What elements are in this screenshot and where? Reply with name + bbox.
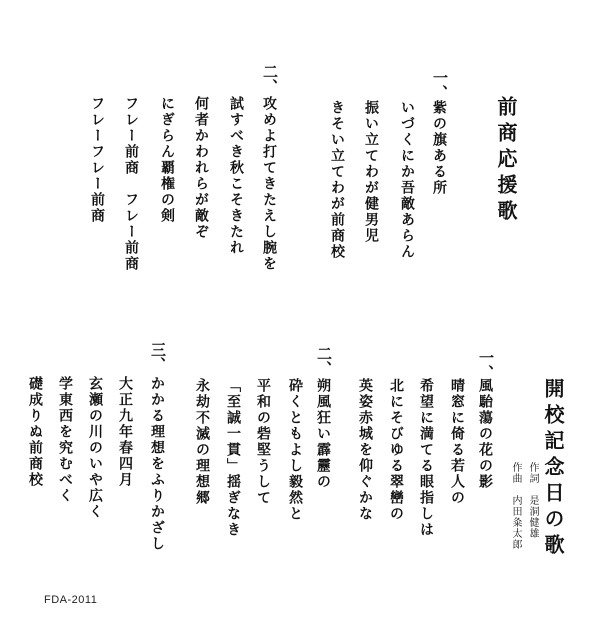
song1-verse2-line2: 試すべき秋こそきたれ <box>228 96 244 256</box>
song2-verse3-line5: 礎成りぬ前商校 <box>27 376 43 488</box>
catalog-code: FDA-2011 <box>44 594 98 606</box>
song2-verse2-line1: 朔風狂い霹靂の <box>315 378 331 490</box>
song2-verse3-line3: 玄瀬の川のいや広く <box>87 376 103 520</box>
song1-verse2-number: 二、 <box>261 64 279 94</box>
song2-verse2-number: 二、 <box>315 346 333 376</box>
song2-verse3-line4: 学東西を究むべく <box>57 376 73 504</box>
song2-verse2-line3: 平和の砦堅うして <box>255 378 271 506</box>
song2-verse3-number: 三、 <box>149 342 167 372</box>
song1-verse2-line3: 何者かわれらが敵ぞ <box>193 96 209 240</box>
song2-verse3-line2: 大正九年春四月 <box>117 376 133 488</box>
song2-verse1-line4: 北にそびゆる翠巒の <box>388 378 404 522</box>
song2-lyricist: 作詞 是洞健雄 <box>527 462 538 539</box>
song1-verse1-line4: きそい立てわが前商校 <box>329 100 345 260</box>
song2-composer: 作曲 内田粂太郎 <box>510 462 521 550</box>
song2-verse1-line3: 希望に満てる眼指しは <box>418 378 434 538</box>
song2-verse1-line2: 晴窓に倚る若人の <box>449 378 465 506</box>
song1-verse2-line6: フレーフレー前商 <box>89 96 105 224</box>
song2-verse3-line1: かかる理想をふりかざし <box>149 376 165 552</box>
song2-verse2-line5: 永劫不滅の理想郷 <box>194 378 210 506</box>
song1-verse1-number: 一、 <box>431 70 449 100</box>
song1-verse1-line1: 紫の旗ある所 <box>431 100 447 196</box>
song1-verse2-line1: 攻めよ打てきたえし腕を <box>261 96 277 272</box>
song2-title: 開校記念日の歌 <box>541 378 565 560</box>
song2-verse2-line4: 「至誠一貫」揺ぎなき <box>225 378 241 538</box>
song2-verse1-line1: 風駘蕩の花の影 <box>477 378 493 490</box>
song1-verse2-line4: にぎらん覇権の剣 <box>159 96 175 224</box>
song1-title: 前商応援歌 <box>494 96 518 226</box>
song2-verse1-line5: 英姿赤城を仰ぐかな <box>357 378 373 522</box>
song2-verse2-line2: 砕くともよし毅然と <box>287 378 303 522</box>
song1-verse2-line5: フレー前商 フレー前商 <box>123 96 139 272</box>
song2-verse1-number: 一、 <box>477 350 495 380</box>
song1-verse1-line3: 振い立てわが健男児 <box>363 100 379 244</box>
song1-verse1-line2: いづくにか吾敵あらん <box>399 100 415 260</box>
